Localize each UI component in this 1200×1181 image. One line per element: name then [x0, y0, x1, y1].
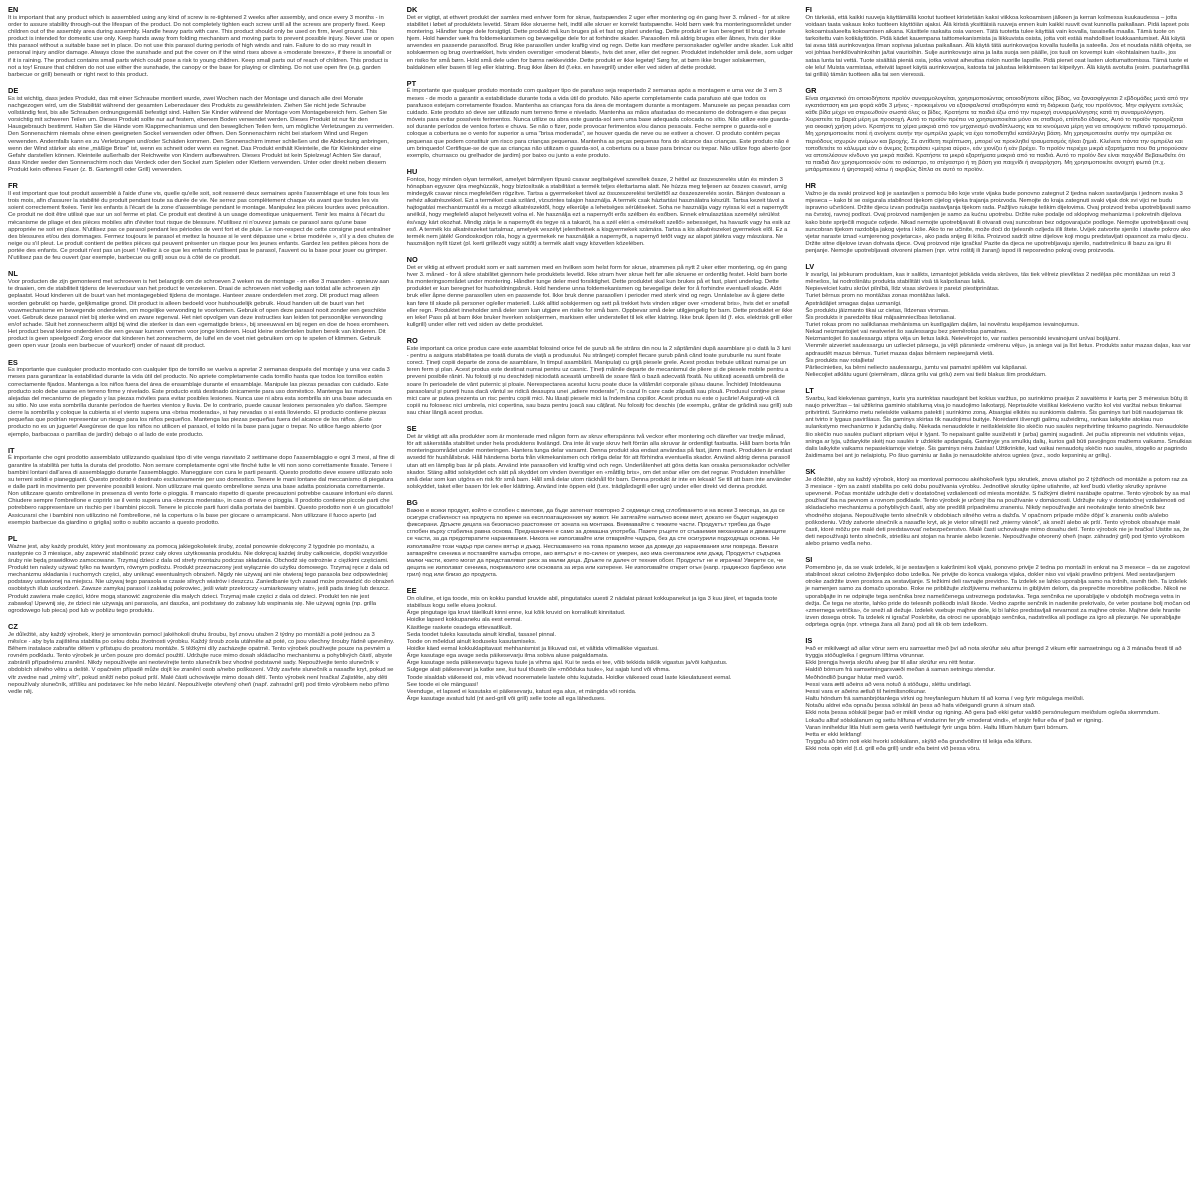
instruction-paragraph: Είναι σημαντικό ότι οποιοδήποτε προϊόν συναρμολογείται, χρησιμοποιώντας οποιοδήποτε είδος βίδας, να ξανασφίγγεται 2 εβδομάδες μετά από την εγκατάσταση και μια φορά κάθε 3 μήνες - προκειμένου να εξασφαλιστεί σταθερότητα κατά τη διάρκεια ζωής του προϊόντος. Μην σφίγγετε εντελώς κάθε βίδα μέχρι να στερεωθούν σωστά όλες οι βίδες. Κρατήστε τα παιδιά έξω από την περιοχή συναρμολόγησης κατά τη συναρμολόγηση. Χειριστείτε τα βαριά μέρη με προσοχή. Αυτό το προϊόν πρέπει να χρησιμοποιείται μόνο σε σταθερό, επίπεδο έδαφος. Αυτό το προϊόν προορίζεται για οικιακή χρήση μόνο. Κρατήστε τα χέρια μακριά από τον μηχανισμό αναδίπλωσης και τα κινούμενα μέρη για να αποφύγετε πιθανό τραυματισμό. Μη χρησιμοποιείτε ποτέ ή ανοίγετε αυτήν την ομπρέλα χωρίς να έχει τοποθετηθεί κατάλληλη βάση. Μη χρησιμοποιείτε αυτήν την ομπρέλα σε περιόδους ισχυρών ανέμων και βροχής. Σε αντίθετη περίπτωση, μπορεί να προκληθεί τραυματισμός ή/και ζημιά. Κλείνετε πάντα την ομπρέλα και τοποθετείτε το κάλυμμα εάν ο άνεμος ξεπεράσει «μέτρια αύρα», εάν χιονίζει ή εάν βρέχει. Το προϊόν περιέχει μικρά εξαρτήματα που θα μπορούσαν να αποτελέσουν κίνδυνο για μικρά παιδιά. Κρατήστε τα μικρά εξαρτήματα μακριά από τα παιδιά. Αυτό το προϊόν δεν είναι παιχνίδι! Βεβαιωθείτε ότι τα παιδιά δεν χρησιμοποιούν ούτε το σκίαστρο, το στέγαστρο ή τη βάση για παιχνίδι ή αναρρίχηση. Μη χρησιμοποιείτε ανοιχτή φωτιά (π.χ. μπάρμπεκιου ή ψησταριά) κάτω ή ακριβώς δίπλα σε αυτό το προϊόν.: [805, 95, 1189, 174]
language-code: BG: [406, 498, 418, 508]
instruction-paragraph: Toode on mõeldud ainult koduseks kasutamiseks.: [406, 638, 537, 645]
language-section-gr: [805, 87, 1192, 174]
instruction-paragraph: Ekki þrengja hverja skrúfu alveg þar til allar skrúfur eru rétt festar.: [805, 660, 976, 667]
instruction-paragraph: Toode sisaldab väikeseid osi, mis võivad noorematele lastele ohtu kujutada. Hoidke väikesed osad laste käeulatusest eemal.: [406, 674, 732, 681]
instruction-text: [407, 508, 794, 580]
instruction-text: [805, 565, 1192, 629]
instruction-text: [8, 15, 395, 79]
instruction-paragraph: It is important that any product which is assembled using any kind of screw is re-tightened 2 weeks after assembly, and once every 3 months - in order to assure stability through-out the lifespan of the product. Do not completely tighten each screw until all the screws are properly fixed. Keep children out of the assembly area during assembly. Handle heavy parts with care. This product should only be used on firm, level ground. This product is intended for domestic use only. Keep hands away from folding mechanism and moving parts to prevent possible injury. Never use or open this parasol without a suitable base set in place. Do not use this parasol during periods of high winds and rain. Failure to do so may result in personal injury and/or damage. Always close the sunshade and put the cover on if the wind rises above a «moderate breeze», if there is snowfall or if it is raining. The product contains small parts which could pose a risk to young children. Keep small parts out of reach of children. This product is not a toy! Ensure that children do not use either the sunshade, the canopy or the base for playing or climbing. Do not use open fire (e.g. garden barbecue or grill) beneath or right next to this product.: [8, 14, 394, 78]
instruction-paragraph: Apstrādājiet smagas daļas uzmanīgi.: [805, 300, 902, 307]
instruction-paragraph: Käsitlege raskete osadega ettevaatlikult.: [406, 624, 513, 631]
instruction-paragraph: Nepievelciet katru skrūvi pilnībā, līdz visas skrūves ir pareizi piestiprinātas.: [805, 286, 1000, 293]
language-code: IS: [805, 636, 813, 646]
instruction-paragraph: Notaðu aldrei eða opnaðu þessa sólskál án þess að hafa viðeigandi grunn á sínum stað.: [805, 703, 1036, 710]
language-section-cz: [8, 623, 395, 696]
instruction-paragraph: On tärkeää, että kaikki ruuveja käyttämällä kootut tuotteet kiristetään kaksi viikkoa kokoamisen jälkeen ja kerran kolmessa kuukaudessa – jotta voidaan taata vakaus koko tuotteen käyttöiän ajaksi. Älä kiristä yksittäisiä ruuveja ennen kuin kaikki ruuvit ovat kunnolla paikallaan. Pidä lapset pois kokoamisalueelta kokoamisen aikana. Käsittele raskaita osia varoen. Tätä tuotetta tulee käyttää vain kovalla, tasaisella maalla. Tämä tuote on tarkoitettu vain kotikäyttöön. Pidä kädet kauempana taittomekanismista ja liikkuvista osista, jotta voit estää mahdolliset loukkaantumiset. Älä käytä tai avaa tätä aurinkovarjoa ilman sopivaa jalustaa paikallaan. Älä käytä tätä aurinkovarjoa kovalla tuulella ja sateella. Jos et noudata näitä ohjeita, se voi johtaa henkilövahinkoihin ja/tai vaurioihin. Sulje aurinkovarjo aina ja laita suoja sen päälle, jos tuuli on kovempi kuin «kohtalainen tuuli», jos sataa lunta tai vettä. Tuote sisältää pieniä osia, jotka voivat aiheuttaa riskin nuorille lapsille. Pidä pienet osat lasten ulottumattomissa. Tämä tuote ei ole lelu! Muista varmistaa, etteivät lapset käytä aurinkovarjoa, katosta tai jalustaa leikkimiseen tai kiipeilyyn. Älä käytä avotulta (esim. puutarhagrilliä tai grilliä) tämän tuotteen alla tai sen vieressä.: [805, 14, 1192, 78]
language-section-no: [407, 256, 794, 329]
instruction-paragraph: Haltu höndum frá samanbrjótanlega virkni og hreyfanlegum hlutum til að koma í veg fyrir mögulega meiðsli.: [805, 696, 1085, 703]
instruction-paragraph: Þetta er ekki leikfang!: [805, 731, 862, 738]
instruction-paragraph: Ärge pingutage iga kruvi täielikult kinni enne, kui kõik kruvid on korralikult kinnitatud.: [406, 610, 626, 617]
language-code: SK: [805, 467, 816, 477]
language-section-lv: [805, 263, 1192, 379]
language-code: HR: [805, 181, 817, 191]
language-section-hr: [805, 182, 1192, 255]
column-left: [8, 6, 395, 1181]
instruction-paragraph: Ärge kasutage ega avage seda päikesevarju ilma sobiva aluse paigaldamata.: [406, 653, 609, 660]
language-code: DE: [8, 86, 19, 95]
language-code: DK: [406, 6, 418, 14]
language-code: PL: [8, 533, 18, 543]
instruction-paragraph: Pārliecinieties, ka bērni neliecto saulessargu, jumtu vai pamatni spēlēm vai kāpšanai.: [805, 364, 1028, 371]
language-code: SI: [805, 555, 813, 565]
language-section-fi: [805, 6, 1192, 79]
language-code: FI: [805, 6, 812, 14]
instruction-paragraph: Je důležité, aby každý výrobek, který je smontován pomocí jakéhokoli druhu šroubu, byl znovu utažen 2 týdny po montáži a poté jednou za 3 měsíce - aby byla zajištěna stabilita po celou dobu životnosti výrobku. Každý šroub zcela utáhněte až poté, co jsou všechny šrouby řádně upevněny. Během instalace zabraňte dětem v přístupu do prostoru montáže. S těžkými díly zacházejte opatrně. Tento výrobek používejte pouze na pevném a rovném podkladu. Tento výrobek je určen pouze pro domácí použití. Udržujte ruce mimo dosah skládacího mechanismu a pohyblivých částí, abyste zabránili případnému zranění. Nikdy nepoužívejte ani neotevírejte tento slunečník bez vhodné podstavné sady. Nepoužívejte tento slunečník v obdobích silného větru a deště. V opačném případě může dojít ke zranění osob a/nebo poškození. Vždy zavřete slunečník a nasaďte kryt, pokud se vítr zvedne nad „mírný vítr", pokud sněží nebo pokud prší. Malé části uchovávejte mimo dosah dětí. Tento výrobek není hračka! Zajistěte, aby děti nepoužívaly slunečník, stříšku ani podstavec ke hře nebo lézání. Nepoužívejte otevřený oheň (např. zahradní gril) pod tímto výrobkem nebo přímo vedle něj.: [8, 631, 395, 695]
instruction-text: [407, 346, 794, 418]
language-section-it: [8, 447, 395, 527]
language-code: RO: [406, 336, 418, 346]
instruction-paragraph: Šo produktu jāizmanto tikai uz cietas, līdzenas virsmas.: [805, 307, 950, 314]
instruction-text: [805, 477, 1192, 549]
language-code: GR: [805, 86, 817, 95]
instruction-text: [805, 272, 1192, 379]
instruction-text: [8, 544, 395, 616]
instruction-paragraph: Það er mikilvægt að allar vörur sem eru samsettar með því að nota skrúfur séu aftur þrengd 2 vikum eftir samsetningu og á 3 mánaða fresti til að tryggja stöðugleika í gegnum líftíma vörunnar.: [805, 646, 1182, 660]
instruction-paragraph: Meðhöndlið þungar hlutar með varúð.: [805, 674, 904, 681]
language-section-si: [805, 556, 1192, 629]
instruction-text: [8, 191, 395, 263]
instruction-paragraph: Tryggðu að börn noti ekki hvorki sólskálann, skýlið eða grundvöllinn til leikja eða klifurs.: [805, 739, 1033, 746]
instruction-paragraph: Nekad neizmantojiet vai neatveriet šo saulessargu bez piemērotas pamatnes.: [805, 329, 1008, 336]
instruction-paragraph: Varan inniheldur litla hluti sem gæta verið hættulegir fyrir unga börn. Haltu litlum hlutum fjarri börnum.: [805, 724, 1069, 731]
instruction-text: [805, 15, 1192, 79]
instruction-paragraph: Ekki nota þessa sólskál þegar það er mikill vindur og rigning. Að gera það ekki getur valdið persónulegum meiðslum og/eða skemmdum.: [805, 710, 1160, 717]
language-code: FR: [8, 181, 18, 191]
instruction-paragraph: Fontos, hogy minden olyan terméket, amelyet bármilyen típusú csavar segítségével szereltek össze, 2 héttel az összeszerelés után és minden 3 hónapban egyszer újra meghúzzák, hogy biztosítsák a stabilitást a termék teljes élettartama alatt. Ne húzza meg teljesen az összes csavart, amíg mindegyik csavar nincs megfelelően rögzítve. Tartsa a gyermekeket távol az összeszerelési területtől az összeszerelés során. Bánjon óvatosan a nehéz alkatrészekkel. Ezt a terméket csak szilárd, vízszintes talajon használja. A termék csak háztartási használatra készült. Tartsa kezeit távol a hajtogatási mechanizmustól és a mozgó alkatrészektől, hogy elkerülje a lehetséges sérüléseket. Soha ne használja vagy nyissa ki ezt a napernyőt anélkül, hogy megfelelő alapot helyezett volna el. Ne használja ezt a napernyőt erős szélben és esőben. Ennek elmulasztása személyi sérülést és/vagy kárt okozhat. Mindig zárja le a napernyőt és tegye rá a takarót, ha a szél eléri a «mérsékelt szellő» sebességet, ha havazik vagy ha esik az eső. A termék kis alkatrészeket tartalmaz, amelyek veszélyt jelenthetnek a kisgyermekek számára. Tartsa a kis alkatrészeket gyermekek elől. Ez a termék nem játék! Gondoskodjon róla, hogy a gyermekek ne használják a napernyőt, a napernyő tetőt vagy az alapot játékra vagy mászásra. Ne használjon nyílt tüzet (pl. kerti grillezőt vagy sütőt) a termék alatt vagy közvetlen közelében.: [406, 176, 791, 247]
instruction-text: [407, 434, 794, 491]
instruction-text: [407, 177, 794, 249]
instruction-paragraph: Turiet rokas prom no salikšanas mehānisma un kustīgajām daļām, lai novērstu iespējamos ievainojumus.: [805, 322, 1080, 328]
instruction-paragraph: Sulgege alati päikesevari ja katke see, kui tuul tõuseb üle «mõõduka tuule», kui sajab lund või vihma.: [406, 667, 671, 674]
instruction-paragraph: Šis produkts nav rotaļlieta!: [805, 357, 875, 364]
language-section-bg: [407, 499, 794, 579]
language-section-nl: [8, 270, 395, 350]
instruction-paragraph: Þessi vara ætti aðeins að vera notuð á stöðugu, sléttu undirlagi.: [805, 681, 972, 688]
instruction-text: [8, 455, 395, 527]
column-right: [805, 6, 1192, 1181]
language-section-sk: [805, 468, 1192, 548]
instruction-text: [8, 367, 395, 439]
instruction-paragraph: Hoidke lapsed kokkupaneku ala eest eemal.: [406, 617, 522, 624]
instruction-text: [407, 15, 794, 72]
language-section-pl: [8, 535, 395, 615]
language-code: HU: [406, 167, 418, 176]
language-code: ES: [8, 357, 18, 367]
instruction-text: [8, 96, 395, 175]
language-code: NL: [8, 269, 18, 279]
instruction-paragraph: Vienmēr aizveriet saulessargu un uzlieciet pārsegu, ja vējš pārsniedz «mērenu vēju», ja sniegs vai ja līst lietus. Produkts satur mazas daļas, kas var apdraudēt mazus bērnus. Turiet mazas daļas bērniem nepieejamā vietā.: [805, 343, 1191, 357]
instruction-text: [805, 396, 1192, 460]
language-code: EE: [406, 586, 417, 596]
language-section-es: [8, 359, 395, 439]
instruction-paragraph: Þessi vara er aðeins ætluð til heimilisnotkunar.: [805, 688, 927, 695]
instruction-paragraph: Важно е всеки продукт, който е сглобен с винтове, да бъде затегнат повторно 2 седмици след сглобяването и на всеки 3 месеца, за да се осигури стабилност на продукта по време на експлоатационния му живот. Не затягайте напълно всеки винт, докато не бъдат надеждно фиксирани. Дръжте децата на безопасно разстояние от зоната на монтажа. Внимавайте с тежките части. Продуктът трябва да бъде сглобен върху стабилна равна основа. Предназначен е само за домашна употреба. Пазете ръцете от сгъваемия механизъм и движещите се части, за да предотвратите наранявания. Никога не използвайте или отваряйте чадъра, без да сте осигурили подходяща основа. Не използвайте този чадър при силен вятър и дъжд. Неспазването на това правило може да доведе до наранявания или повреда. Винаги затваряйте сенника и поставяйте калъфа отгоре, ако вятърът е по-силен от умерен, ако има снеговалеж или дъжд. Продуктът съдържа малки части, които могат да представляват риск за малки деца. Дръжте ги далеч от техния обсег. Продуктът не е играчка! Уверете се, че децата не използват сенника, покривалото или основата за игра или катерене. Не използвайте открит огън (напр. градинско барбекю или грил) под или близо до продукта.: [406, 507, 786, 579]
instruction-paragraph: È importante che ogni prodotto assemblato utilizzando qualsiasi tipo di vite venga riavvitato 2 settimane dopo l'assemblaggio e ogni 3 mesi, al fine di garantire la stabilità per tutta la durata del prodotto. Non serrare completamente ogni vite finché tutte le viti non sono correttamente fissate. Tenere i bambini lontani dall'area di assemblaggio durante l'assemblaggio. Maneggiare con cura le parti pesanti. Questo prodotto deve essere utilizzato solo su terreni solidi e pianeggianti. Questo prodotto è destinato esclusivamente per uso domestico. Tenere le mani lontane dal meccanismo di piegatura e dalle parti in movimento per prevenire possibili lesioni. Non utilizzare mai questo ombrellone senza una base adatta posizionata correttamente. Non utilizzare questo ombrellone in presenza di vento forte o pioggia. Il mancato rispetto di queste precauzioni potrebbe causare infortuni e/o danni. Chiudere sempre l'ombrellone e coprirlo se il vento supera una «brezza moderata», in caso di neve o pioggia. Il prodotto contiene piccole parti che potrebbero rappresentare un rischio per i bambini piccoli. Tenere le piccole parti fuori dalla portata dei bambini. Questo prodotto non è un giocattolo! Assicurarsi che i bambini non utilizzino né l'ombrellone, né la copertura o la base per giocare o arrampicarsi. Non utilizzare il fuoco aperto (ad esempio barbecue da giardino o griglia) sotto o subito accanto a questo prodotto.: [8, 455, 395, 526]
instruction-paragraph: Ärge kasutage avatud tuld (nt aed-grill või grill) selle toote all ega läheduses.: [406, 696, 606, 703]
language-code: EN: [8, 6, 19, 14]
language-code: NO: [406, 255, 418, 265]
instruction-paragraph: Neliecojiet atklātu uguni (piemēram, dārza grilu vai grilu) zem vai tieši blakus šim produktam.: [805, 372, 1047, 379]
instruction-paragraph: É importante que qualquer produto montado com qualquer tipo de parafuso seja reapertado 2 semanas após a montagem e uma vez de 3 em 3 meses - de modo a garantir a estabilidade durante toda a vida útil do produto. Não aperte completamente cada parafuso até que todos os parafusos estejam corretamente fixados. Mantenha as crianças fora da área de montagem durante a montagem. Manuseie as peças pesadas com cuidado. Este produto só deve ser utilizado num terreno firme e nivelado. Mantenha as mãos afastadas do mecanismo de dobragem e das peças móveis para evitar possíveis ferimentos. Nunca utilize ou abra este guarda-sol sem uma base adequada colocada no sítio. Não utilize este guarda-sol durante períodos de ventos fortes e chuva. Se não o fizer, pode provocar ferimentos e/ou danos pessoais. Feche sempre o guarda-sol e coloque a cobertura se o vento for superior a uma "brisa moderada", se houver queda de neve ou se estiver a chover. O produto contém peças pequenas que podem constituir um risco para crianças pequenas. Mantenha as peças pequenas fora do alcance das crianças. Este produto não é um brinquedo! Certifique-se de que as crianças não utilizam o guarda-sol, a cobertura ou a base para brincar ou trepar. Não utilize fogo aberto (por exemplo, churrasco ou grelhador de jardim) por baixo ou junto a este produto.: [406, 88, 791, 159]
instruction-paragraph: Este important ca orice produs care este asamblat folosind orice fel de șurub să fie strâns din nou la 2 săptămâni după asamblare și o dată la 3 luni - pentru a asigura stabilitatea pe toată durata de viață a produsului. Nu strângeți complet fiecare șurub până când toate șuruburile nu sunt fixate corect. Țineți copiii departe de zona de asamblare, în timpul asamblării. Manipulați cu grijă piesele grele. Acest produs trebuie utilizat numai pe un teren ferm și plan. Acest produs este destinat numai pentru uz casnic. Țineți mâinile departe de mecanismul de pliere și de piesele mobile pentru a preveni posibile răniri. Nu folosiți și nu deschideți niciodată această umbrelă de soare fără o bază adecvată fixată. Nu utilizați această umbrelă de soare în perioadele de vânt puternic și ploaie. Nerespectarea acestui lucru poate duce la vătămări corporale și/sau daune. Închideți întotdeauna parasolarul și puneți husa dacă vântul se ridică deasupra unei „adiere moderate", în cazul în care cade zăpadă sau plouă. Produsul conține piese mici care ar putea prezenta un risc pentru copiii mici. Nu lăsați piesele mici la îndemâna copiilor. Acest produs nu este o jucărie! Asigurați-vă că copiii nu folosesc nici umbrela, nici copertina, sau baza pentru joacă sau cățărat. Nu folosiți foc deschis (de exemplu, grătar de grădină sau grill) sub sau chiar lângă acest produs.: [406, 345, 793, 417]
language-code: LV: [805, 262, 815, 272]
language-section-dk: [407, 6, 794, 72]
instruction-text: [805, 96, 1192, 175]
language-section-pt: [407, 80, 794, 160]
instruction-paragraph: Voor producten die zijn gemonteerd met schroeven is het belangrijk om de schroeven 2 weken na de montage - en elke 3 maanden - opnieuw aan te draaien, om de stabiliteit tijdens de levensduur van het product te verzekeren. Draai de schroeven niet volledig aan totdat alle schroeven zijn geplaatst. Houd kinderen uit de buurt van het montagegebied tijdens de montage. Hanteer zware onderdelen met zorg. Dit product mag alleen worden gebruikt op harde, gelijkmatige grond. Dit product is alleen bedoeld voor huishoudelijk gebruik. Houd handen uit de buurt van het vouwmechanisme en bewegende onderdelen, om mogelijke verwonding te voorkomen. Gebruik of open deze parasol nooit zonder een geschikte voet. Gebruik deze parasol niet bij sterke wind en zware regenval. Het niet opvolgen van deze instructies kan leiden tot persoonlijke verwonding en/of schade. Sluit het zonnescherm altijd bij wind die sterker is dan een «gematigde bries», bij sneeuwval en bij regen en doe de hoes eromheen. Het product bevat kleine onderdelen die een gevaar kunnen vormen voor jonge kinderen. Houd kleine onderdelen buiten bereik van kinderen. Dit product is geen speelgoed! Zorg ervoor dat kinderen het zonnescherm, de luifel en de voet niet gebruiken om op te spelen of klimmen. Gebruik geen open vuur (zoals een barbecue of vuurkorf) onder of naast dit product.: [8, 279, 390, 350]
instruction-paragraph: Svarbu, kad kiekvienas gaminys, kuris yra surinktas naudojant bet kokius varžtus, po surinkimo praėjus 2 savaitėms ir kartą per 3 mėnesius būtų iš naujo priveržtas – tai užtikrina gaminio stabilumą visą jo naudojimo laikotarpį. Neprisukite visiškai kiekvieno varžto kol visi varžtai nebus tinkamai pritvirtinti. Surinkimo metu neleiskite vaikams patekti į surinkimo zoną. Atsargiai elkitės su sunkiomis dalimis. Šis gaminys turi būti naudojamas tik ant tvirto ir lygaus paviršiaus. Šis gaminys skirtas tik naudojimui buityje. Norėdami išvengti galimų sužeidimų, rankas laikykite atokiau nuo sulankstymo mechanizmo ir judančių dalių. Niekada nenaudokite ir neišskleiskite šio skėčio nuo saulės nepritvirtinę tinkamo pagrindo. Nenaudokite šio skėčio nuo saulės pučiant stipriam vėjui ir lyjant. To nepaisant galite susižeisti ir (arba) gaminį sugadinti. Jei pučia stipresnis nei vidutinis vėjas, sninga ar lyja, uždarykite skėtį nuo saulės ir uždėkite apdangalą. Gaminyje yra smulkių dalių, kurios gali būti pavojingos mažiems vaikams. Smulkias dalis laikykite vaikams nepasiekiamoje vietoje. Šis gaminys nėra žaislas! Užtikrinkite, kad vaikai nenaudotų skėčio nuo saulės, stogelio ar pagrindo žaidimams bei ant jo nelaipiotų. Po šiuo gaminiu ar šalia jo nenaudokite atviros ugnies (pvz., sodo kepsninių ar grilių).: [805, 395, 1192, 460]
language-section-is: [805, 637, 1192, 753]
language-section-en: [8, 6, 395, 79]
instruction-paragraph: Haldið börnum frá samsetningarsvæði meðan á saman setningu stendur.: [805, 667, 996, 674]
instruction-paragraph: Hoidke käed eemal kokkuklapitavast mehhanismist ja liikuvad osi, et vältida võimalikke vigastusi.: [406, 646, 659, 652]
instruction-paragraph: Ir svarīgi, lai jebkuram produktam, kas ir salikts, izmantojot jebkāda veida skrūves, tās tiek vēlreiz pievilktas 2 nedēļas pēc montāžas un reizi 3 mēnešos, lai nodrošinātu produkta stabilitāti visā tā kalpošanas laikā.: [805, 271, 1176, 286]
instruction-text: [805, 646, 1192, 753]
instruction-paragraph: Il est important que tout produit assemblé à l'aide d'une vis, quelle qu'elle soit, soit resserré deux semaines après l'assemblage et une fois tous les trois mois, afin d'assurer la stabilité du produit pendant toute sa durée de vie. Ne serrez pas complètement chaque vis avant que toutes les vis soient correctement fixées. Tenir les enfants à l'écart de la zone d'assemblage pendant le montage. Manipulez les pièces lourdes avec précaution. Ce produit ne doit être utilisé que sur un sol ferme et plat. Ce produit est destiné à un usage domestique uniquement. Tenir les mains à l'écart du mécanisme de pliage et des pièces mobiles afin d'éviter tout risque de blessure. N'utilisez ni n'ouvrez jamais ce parasol sans qu'une base appropriée ne soit en place. N'utilisez pas ce parasol pendant les périodes de vent fort et de pluie. Le non-respect de cette consigne peut entraîner des blessures et/ou des dommages. Fermez toujours le parasol et mettez la housse si le vent dépasse une « brise modérée », s'il y a des chutes de neige ou s'il pleut. Le produit contient de petites pièces qui peuvent présenter un risque pour les jeunes enfants. Gardez les petites pièces hors de portée des enfants. Ce produit n'est pas un jouet ! Veillez à ce que les enfants n'utilisent pas le parasol, l'auvent ou la base pour jouer ou grimper. N'utilisez pas de feu ouvert (par exemple, barbecue ou grill) sous ou à côté de ce produit.: [8, 190, 394, 262]
instruction-paragraph: Es importante que cualquier producto montado con cualquier tipo de tornillo se vuelva a apretar 2 semanas después del montaje y una vez cada 3 meses para garantizar la estabilidad durante la vida útil del producto. No apriete completamente cada tornillo hasta que todos los tornillos estén correctamente fijados. Mantenga a los niños fuera del área de ensamblaje durante el ensamblaje. Manipule las piezas pesadas con cuidado. Este producto solo debe usarse en terreno firme y nivelado. Este producto está destinado únicamente para uso doméstico. Mantenga las manos alejadas del mecanismo de plegado y las piezas móviles para evitar posibles lesiones. Nunca use ni abra esta sombrilla sin una base adecuada en su sitio. No use esta sombrilla durante períodos de fuertes vientos y lluvia. De lo contrario, puede causar lesiones personales y/o daños. Siempre cierre la sombrilla y coloque la cubierta si el viento supera una «brisa moderada», si hay nevadas o si está lloviendo. El producto contiene piezas pequeñas que podrían representar un riesgo para los niños pequeños. Mantenga las piezas pequeñas fuera del alcance de los niños. ¡Este producto no es un juguete! Asegúrese de que los niños no utilicen el parasol, el toldo ni la base para jugar o trepar. No utilice fuego abierto (por ejemplo, barbacoas o parrillas de jardín) debajo o al lado de este producto.: [8, 367, 392, 438]
instruction-paragraph: See toode ei ole mänguasi!: [406, 681, 479, 688]
instruction-text: [805, 191, 1192, 255]
language-section-ro: [407, 337, 794, 417]
language-code: PT: [406, 78, 417, 88]
language-section-de: [8, 87, 395, 174]
instruction-paragraph: Ärge kasutage seda päikesevarju tugeva tuule ja vihma ajal. Kui te seda ei tee, võib tekkida isiklik vigastus ja/või kahjustus.: [406, 660, 728, 667]
instruction-paragraph: Važno je da svaki proizvod koji je sastavljen s pomoću bilo koje vrste vijaka bude ponovno zategnut 2 tjedna nakon sastavljanja i jednom svaka 3 mjeseca – kako bi se osigurala stabilnost tijekom cijelog vijeka trajanja proizvoda. Nemojte do kraja zategnuti svaki vijak dok svi vijci ne budu ispravno učvršćeni. Držite djecu izvan područja sastavljanja tijekom rada. Pažljivo rukujte teškim dijelovima. Ovaj proizvod treba upotrebljavati samo na čvrstoj, ravnoj podlozi. Ovaj proizvod namijenjen je samo za kućnu upotrebu. Držite ruke podalje od sklopivog mehanizma i pokretnih dijelova kako biste spriječili moguće ozljede. Nikad nemojte upotrebljavati ili otvarati ovaj suncobran bez odgovarajuće podloge. Nemojte upotrebljavati ovaj suncobran tijekom razdoblja jakog vjetra i kiše. Ako to ne učinite, može doći do tjelesnih ozljeda i/ili štete. Uvijek zatvorite sjenilo i stavite pokrov ako vjetar naraste iznad «umjerenog povjetarca», ako pada snijeg ili kiša. Proizvod sadrži sitne dijelove koji mogu predstavljati opasnost za malu djecu. Držite sitne dijelove izvan dohvata djece. Ovaj proizvod nije igračka! Pazite da djeca ne upotrebljavaju sjenilo, nadstrešnicu ili bazu za igru ili penjanje. Nemojte upotrebljavati otvoreni plamen (npr. vrtni roštilj ili žaranj) ispod ili neposredno pokraj ovog proizvoda.: [805, 190, 1191, 255]
instruction-text: [8, 279, 395, 351]
instruction-paragraph: Pomembno je, da se vsak izdelek, ki je sestavljen s kakršnimi koli vijaki, ponovno privije 2 tedna po montaži in enkrat na 3 mesece – da se zagotovi stabilnost skozi celotno življenjsko dobo izdelka. Ne privijte do konca vsakega vijaka, dokler niso vsi vijaki pravilno pritrjeni. Med sestavljanjem otroke zadržite izven prostora za sestavljanje. S težkimi deli ravnajte previdno. Ta izdelek se lahko uporablja samo na trdnih, ravnih tleh. Ta izdelek je namenjen samo za domačo uporabo. Roke ne približujte zložljivemu mehanizmu in gibljivim delom, da preprečite morebitne poškodbe. Nikoli ne uporabljajte in ne odpirajte tega senčnika brez nameščenega ustreznega podstavka. Tega senčnika ne uporabljajte v obdobjih močnega vetra in dežja. Če tega ne storite, lahko pride do telesnih poškodb in/ali škode. Vedno zaprite senčnik in nadenite prekrivalo, če veter postane bolj močan od «zmernega vetrička», če sneži ali dežuje. Izdelek vsebuje majhne dele, ki bi lahko predstavljali nevarnost za majhne otroke. Majhne dele hranite izven dosega otrok. Ta izdelek ni igrača! Poskrbite, da otroci ne uporabljajo senčnika, nadstreška ali podlage za igro ali plezanje. Ne uporabljajte odprtega ognja (npr. vrtnega žara ali žara) pod ali tik ob tem izdelkom.: [805, 565, 1191, 629]
language-code: IT: [8, 445, 15, 455]
instruction-text: [8, 632, 395, 696]
instruction-paragraph: Turiet bērnus prom no montāžas zonas montāžas laikā.: [805, 293, 951, 300]
language-code: CZ: [8, 622, 18, 632]
instruction-paragraph: Neizmantojiet šo saulessargu stipra vēja un lietus laikā. Neievērojot to, var rasties personiski ievainojumi un/vai bojājumi.: [805, 336, 1120, 343]
instruction-paragraph: Det er vigtigt, at ethvert produkt der samles med enhver form for skrue, fastspændes 2 uger efter montering og én gang hver 3. måned - for at sikre stabilitet i løbet af produktets levetid. Stram ikke skruerne helt, indtil alle skruer er korrekt fastspændte. Hold børn væk fra monteringsområdet under montering. Håndter tunge dele forsigtigt. Dette produkt må kun bruges på et fast og plant underlag. Dette produkt er kun beregnet til brug i private hjem. Hold hænder væk fra foldemekanismen og bevægelige dele for at forhindre skader. Parasollen må aldrig bruges eller åbnes, hvis der ikke anvendes en passende parasolfod. Brug ikke parasollen under kraftig vind og regn. Dette kan medføre personskader og/eller andre skader. Luk altid solskærmen og brug overtrækket, hvis vinden overstiger «moderat blæst», hvis det sner, eller det regner. Produktet indeholder små dele, som udgør en risiko for små børn. Hold små dele uden for børns rækkevidde. Dette produkt er ikke legetøj! Sørg for, at børn ikke bruger solskærmen, baldakinen eller basen til leg eller klatring. Brug ikke åben ild (f.eks. en havegrill) under eller ved siden af dette produkt.: [406, 14, 794, 71]
instruction-paragraph: Šis produkts ir paredzēts tikai mājsaimniecības lietošanai.: [805, 314, 956, 321]
language-code: LT: [805, 386, 814, 396]
instruction-paragraph: Ważne jest, aby każdy produkt, który jest montowany za pomocą jakiegokolwiek śruby, został ponownie dokręcony 2 tygodnie po montażu, a następnie co 3 miesiące, aby zapewnić stabilność przez cały okres użytkowania produktu. Nie dokręcaj każdej śruby całkowicie, dopóki wszystkie śruby nie będą prawidłowo zamocowane. Trzymaj dzieci z dala od strefy montażu podczas składania. Obchodź się ostrożnie z ciężkimi częściami. Produkt ten należy używać tylko na twardym, równym podłożu. Produkt przeznaczony jest wyłącznie do użytku domowego. Trzymaj ręce z dala od mechanizmu składania i ruchomych części, aby uniknąć ewentualnych obrażeń. Nigdy nie używaj ani nie otwieraj tego parasola bez odpowiedniej podstawy ustawionej na miejscu. Nie używaj tego parasola w czasie silnych wiatrów i deszczu. Zaniedbanie tych zasad może prowadzić do obrażeń osobistych i/lub uszkodzeń. Zawsze zamykaj parasol i zakładaj pokrowiec, jeśli wiatr przekroczy «umiarkowany wiatr», jeśli pada śnieg lub deszcz. Produkt zawiera małe części, które mogą stanowić zagrożenie dla małych dzieci. Trzymaj małe części z dala od dzieci. Produkt ten nie jest zabawką! Upewnij się, że dzieci nie używają ani parasola, ani daszka, ani podstawy do zabawy lub wspinania się. Nie używaj ognia (np. grilla ogrodowego lub pieca) pod lub w pobliżu tego produktu.: [8, 543, 394, 614]
instruction-paragraph: Lokaðu alltaf sólskálanum og settu hlífuna ef vindurinn fer yfir «moderat vindi», ef snjór fellur eða ef það er rigning.: [805, 717, 1103, 724]
language-section-hu: [407, 168, 794, 248]
instruction-paragraph: On oluline, et iga toode, mis on kokku pandud kruvide abil, pingutataks uuesti 2 nädalat pärast kokkupanekut ja iga 3 kuu järel, et tagada toote stabiilsus kogu selle eluea jooksul.: [406, 595, 778, 610]
language-section-fr: [8, 182, 395, 262]
instruction-paragraph: Det är viktigt att alla produkter som är monterade med någon form av skruv efterspänns två veckor efter montering och därefter var tredje månad, för att säkerställa stabilitet under hela produktens livslängd. Dra inte åt varje skruv helt förrän alla skruvar är ordentligt fastsatta. Håll barn borta från monteringsområdet under monteringen. Hantera tunga delar varsamt. Denna produkt ska endast användas på fast, jämn mark. Produkten är endast avsedd för hushållsbruk. Håll händerna borta från vikmekanismen och rörliga delar för att förhindra eventuella skador. Använd aldrig denna parasoll utan att en lämplig bas är på plats. Använd inte parasollen vid kraftig vind och regn. Underlåtenhet att göra detta kan orsaka personskador och/eller skador. Stäng alltid solskyddet och sätt på skyddet om vinden överstiger en «måttlig bris», om det snöar eller om det regnar. Produkten innehåller små delar som kan utgöra en risk för små barn. Håll små delar utom räckhåll för barn. Denna produkt är inte en leksak! Se till att barn inte använder solskyddet, taket eller basen för lek eller klättring. Använd inte öppen eld (t.ex. trädgårdsgrill eller ugn) under eller direkt vid denna produkt.: [406, 433, 793, 490]
language-code: SE: [406, 424, 417, 434]
instruction-paragraph: Es ist wichtig, dass jedes Produkt, das mit einer Schraube montiert wurde, zwei Wochen nach der Montage und danach alle drei Monate nachgezogen wird, um die Stabilität während der gesamten Lebensdauer des Produkts zu gewährleisten. Ziehen Sie nicht jede Schraube vollständig fest, bis alle Schrauben ordnungsgemäß befestigt sind. Halten Sie Kinder während der Montage vom Montagebereich fern. Gehen Sie vorsichtig mit schweren Teilen um. Dieses Produkt sollte nur auf festem, ebenem Boden verwendet werden. Dieses Produkt ist nur für den Hausgebrauch bestimmt. Halten Sie die Hände vom Klappmechanismus und den beweglichen Teilen fern, um mögliche Verletzungen zu vermeiden. Den Sonnenschirm niemals ohne einen geeigneten Sockel verwenden oder öffnen. Den Sonnenschirm nicht bei starkem Wind und Regen verwenden. Andernfalls kann es zu Verletzungen und/oder Schäden kommen. Den Sonnenschirm immer schließen und die Abdeckung anbringen, wenn der Wind stärker als eine „mäßige Brise" ist, wenn es schneit oder wenn es regnet. Das Produkt enthält Kleinteile, die für Kleinkinder eine Gefahr darstellen können. Kleinteile außerhalb der Reichweite von Kindern aufbewahren. Dieses Produkt ist kein Spielzeug! Achten Sie darauf, dass Kinder weder den Sonnenschirm noch das Verdeck oder den Sockel zum Spielen oder Klettern verwenden. Unter oder direkt neben diesem Produkt kein offenes Feuer (z. B. Gartengrill oder Grill) verwenden.: [8, 95, 394, 174]
language-section-ee: [407, 587, 794, 703]
instruction-text: [407, 596, 794, 703]
instruction-text: [407, 265, 794, 329]
instruction-paragraph: Det er viktig at ethvert produkt som er satt sammen med en hvilken som helst form for skrue, strammes på nytt 2 uker etter montering, og én gang hver 3. måned - for å sikre stabilitet gjennom hele produktets levetid. Ikke stram hver skrue helt før alle skruene er ordentlig festet. Hold barn borte fra monteringsområdet under montering. Håndter tunge deler med forsiktighet. Dette produktet skal kun brukes på et fast, plant underlag. Dette produktet er kun beregnet for husholdningsbruk. Hold hendene unna foldemekanismen og bevegelige deler for å forhindre eventuell skade. Aldri bruk eller åpne denne parasollen uten en passende fot. Ikke bruk denne parasollen i perioder med sterk vind og regn. Unnlatelse av å gjøre dette kan føre til skade på personer og/eller materiell. Lukk alltid solskjermen og sett på trekket hvis vinden stiger over «moderat bris», hvis det er snøfall eller regn. Produktet inneholder små deler som kan utgjøre en risiko for små barn. Oppbevar små deler utilgjengelig for barn. Dette produktet er ikke en leke! Pass på at barn ikke bruker hverken solskjermen, markisen eller understellet til lek eller klatring. Ikke bruk åpen ild (f. eks. elektrisk grill eller kullgrill) under eller rett ved siden av dette produktet.: [406, 264, 793, 328]
language-section-se: [407, 425, 794, 491]
column-middle: [407, 6, 794, 1181]
instruction-paragraph: Veenduge, et lapsed ei kasutaks ei päikesevarju, katust ega alus, et mängida või ronida.: [406, 688, 637, 695]
instruction-paragraph: Seda toodet tuleks kasutada ainult kindlal, tasasel pinnal.: [406, 631, 556, 638]
instruction-paragraph: Je dôležité, aby sa každý výrobok, ktorý sa montoval pomocou akéhokoľvek typu skrutiek, znova utiahol po 2 týždňoch od montáže a potom raz za 3 mesiace - tým sa zaistí stabilita po celú dobu používania výrobku. Jednotlivé skrutky úplne utiahnite, až keď budú všetky skrutky správne upevnené. Počas montáže udržujte deti v dostatočnej vzdialenosti od miesta montáže. S ťažkými dielmi narábajte opatrne. Tento výrobok by sa mal používať iba na pevnom a rovnom podklade. Tento výrobok je určený iba na používanie v domácnosti. Udržujte ruky v dostatočnej vzdialenosti od skladacieho mechanizmu a pohyblivých častí, aby ste predišli prípadnému zraneniu. Nikdy nepoužívajte ani neotvárajte tento slnečník bez vhodného stojana. Nepoužívajte tento slnečník v obdobiach silného vetra a dažďa. V opačnom prípade môže dôjsť k zraneniu osôb a/alebo poškodeniu. Vždy zatvorte slnečník a nasaďte kryt, ak je vietor silnejší než „mierny vánok", ak sneží alebo ak prší. Tento výrobok obsahuje malé časti, ktoré môžu pre malé deti predstavovať nebezpečenstvo. Malé časti uchovávajte mimo dosahu detí. Tento výrobok nie je hračka! Uistite sa, že deti nepoužívajú tento slnečník, striešku ani stojan na hranie alebo lezenie. Nepoužívajte otvorený oheň (napr. záhradný gril) pod týmto výrobkom alebo priamo vedľa neho.: [805, 476, 1190, 548]
instruction-paragraph: Ekki nota opin eld (t.d. grill eða grill) undir eða beint við þessa vöru.: [805, 746, 981, 753]
language-section-lt: [805, 387, 1192, 460]
instruction-text: [407, 88, 794, 160]
